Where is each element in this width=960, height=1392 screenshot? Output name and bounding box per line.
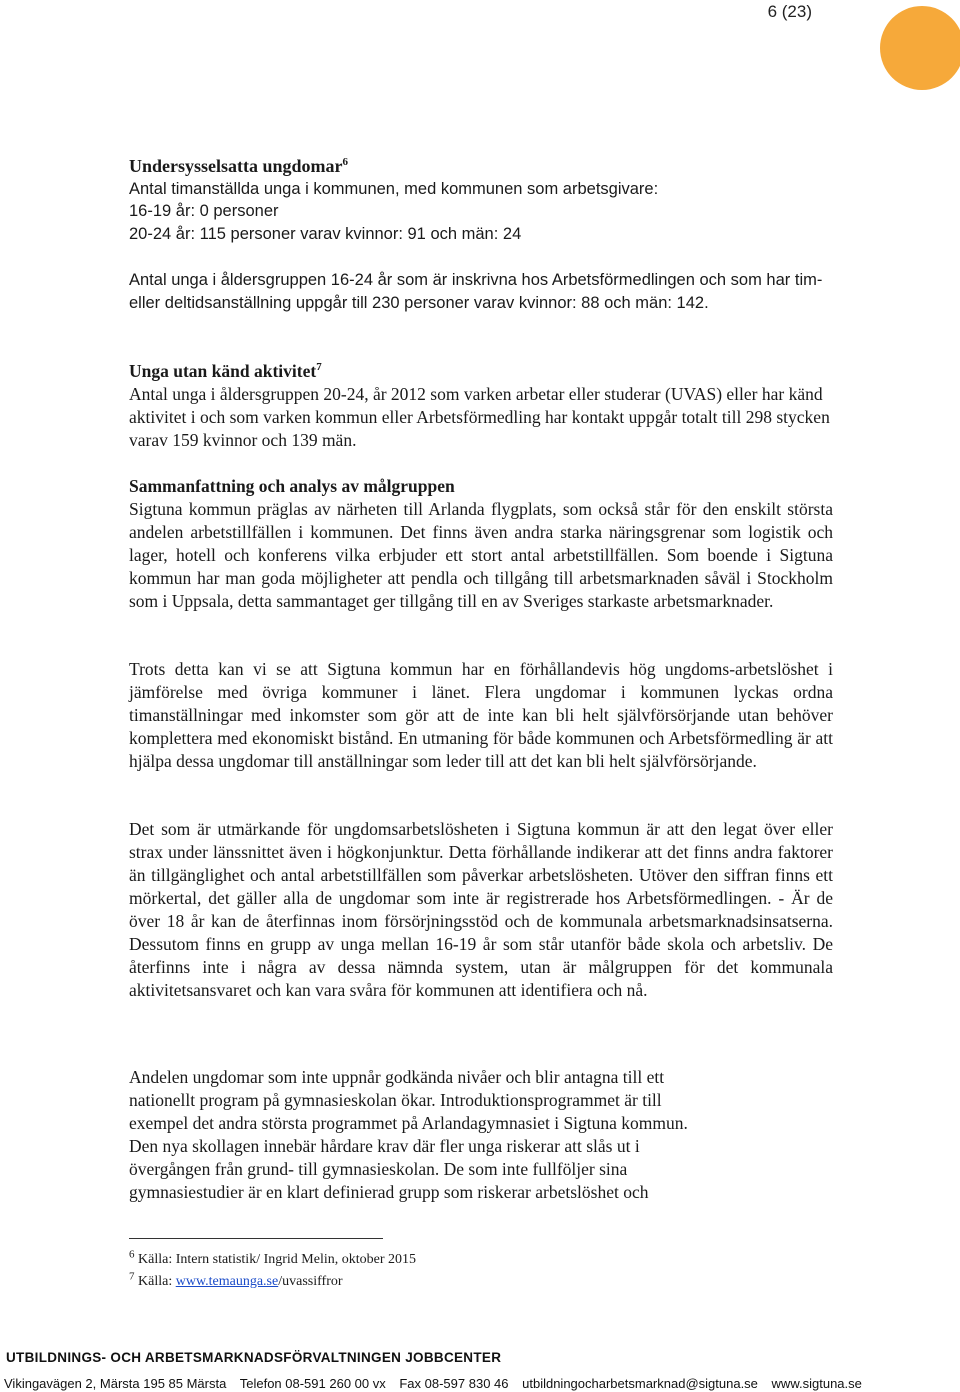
footnote-number: 7 [129, 1270, 135, 1283]
text-line: Den nya skollagen innebär hårdare krav där fler unga riskerar att slås ut i [129, 1136, 640, 1156]
section-underemployed-youth [129, 155, 833, 245]
paragraph: Antal unga i åldersgruppen 20-24, år 2012 som varken arbetar eller studerar (UVAS) eller har känd aktivitet i och som varken kommun eller Arbetsförmedling har kontakt uppgår totalt till 298 stycken varav 159 kvinnor och 139 män. [129, 384, 830, 450]
section-heading: Sammanfattning och analys av målgruppen [129, 476, 455, 496]
footer-phone: Telefon 08-591 260 00 vx [239, 1376, 386, 1391]
text-line: 16-19 år: 0 personer [129, 202, 279, 220]
section-heading: Undersysselsatta ungdomar [129, 156, 343, 176]
text-line: 20-24 år: 115 personer varav kvinnor: 91 och män: 24 [129, 224, 522, 243]
footer-fax: Fax 08-597 830 46 [399, 1376, 509, 1391]
orange-circle-decoration [880, 6, 960, 90]
footnote-text: Källa: [138, 1274, 176, 1289]
paragraph: Sigtuna kommun präglas av närheten till Arlanda flygplats, som också står för den enskilt största andelen arbetstillfällen i kommunen. Det finns även andra starka näringsgrenar som logistik och lager, hotell och konferens vilka erbjuder ett stort antal arbetstillfällen. Som boende i Sigtuna kommun har man goda möjligheter att pendla och tillgång till arbetsmarknaden såväl i Stockholm som i Uppsala, detta sammantaget ger tillgång till en av Sveriges starkaste arbetsmarknader. [129, 499, 833, 611]
footnote-divider [129, 1238, 383, 1239]
text-line: gymnasiestudier är en klart definierad grupp som riskerar arbetslöshet och [129, 1182, 649, 1202]
section-summary-analysis [129, 475, 833, 613]
text-line: övergången från grund- till gymnasieskolan. De som inte fullföljer sina [129, 1159, 628, 1179]
section-unknown-activity [129, 360, 833, 452]
text-line: exempel det andra största programmet på Arlandagymnasiet i Sigtuna kommun. [129, 1113, 688, 1133]
footer-address: Vikingavägen 2, Märsta 195 85 Märsta [4, 1376, 227, 1391]
footnote-text: /uvassiffror [278, 1274, 343, 1289]
footnote-ref: 7 [316, 361, 322, 374]
page-number: 6 (23) [767, 2, 812, 21]
section-heading: Unga utan känd aktivitet [129, 361, 317, 381]
text-line: nationellt program på gymnasieskolan ökar. Introduktionsprogrammet är till [129, 1090, 662, 1110]
footer-contact [4, 1376, 956, 1391]
footnote-link[interactable]: www.temaunga.se [175, 1274, 279, 1289]
footnote-text: Källa: Intern statistik/ Ingrid Melin, oktober 2015 [138, 1252, 417, 1267]
text-line: Andelen ungdomar som inte uppnår godkända nivåer och blir antagna till ett [129, 1067, 665, 1087]
footer-organization: UTBILDNINGS- OCH ARBETSMARKNADSFÖRVALTNINGEN JOBBCENTER [6, 1350, 502, 1365]
footer-email[interactable]: utbildningocharbetsmarknad@sigtuna.se [522, 1376, 758, 1391]
footnote-number: 6 [129, 1248, 135, 1261]
footer-website[interactable]: www.sigtuna.se [771, 1376, 862, 1391]
paragraph: Antal unga i åldersgruppen 16-24 år som är inskrivna hos Arbetsförmedlingen och som har tim- eller deltidsanställning uppgår till 230 personer varav kvinnor: 88 och män: 142. [129, 271, 823, 312]
footnote-ref: 6 [342, 156, 349, 168]
paragraph: Det som är utmärkande för ungdomsarbetslösheten i Sigtuna kommun är att den legat över eller strax under länssnittet även i högkonjunktur. Detta förhållande indikerar att det finns andra faktorer än tillgänglighet och antal arbetstillfällen som påverkar arbetslösheten. Utöver den siffran finns ett mörkertal, det gäller alla de ungdomar som inte är registrerade hos Arbetsförmedlingen. - Är de över 18 år kan de återfinnas inom försörjningsstöd och de kommunala arbetsmarknadsinsatserna. Dessutom finns en grupp av unga mellan 16-19 år som står utanför både skola och arbetsliv. De återfinns inte i några av dessa nämnda system, utan är målgruppen för det kommunala aktivitetsansvaret och kan vara svåra för kommunen att identifiera och nå. [129, 819, 833, 1000]
footnote [129, 1270, 343, 1291]
paragraph: Trots detta kan vi se att Sigtuna kommun har en förhållandevis hög ungdoms-arbetslöshet i jämförelse med övriga kommuner i länet. Flera ungdomar i kommunen lyckas ordna timanställningar med inkomster som gör att de inte kan bli helt självförsörjande utan behöver komplettera med ekonomiskt bistånd. En utmaning för både kommunen och Arbetsförmedling är att hjälpa dessa ungdomar till anställningar som leder till att det kan bli helt självförsörjande. [129, 659, 833, 771]
text-line: Antal timanställda unga i kommunen, med kommunen som arbetsgivare: [129, 179, 659, 198]
footnote [129, 1248, 417, 1269]
paragraph [129, 1066, 833, 1204]
